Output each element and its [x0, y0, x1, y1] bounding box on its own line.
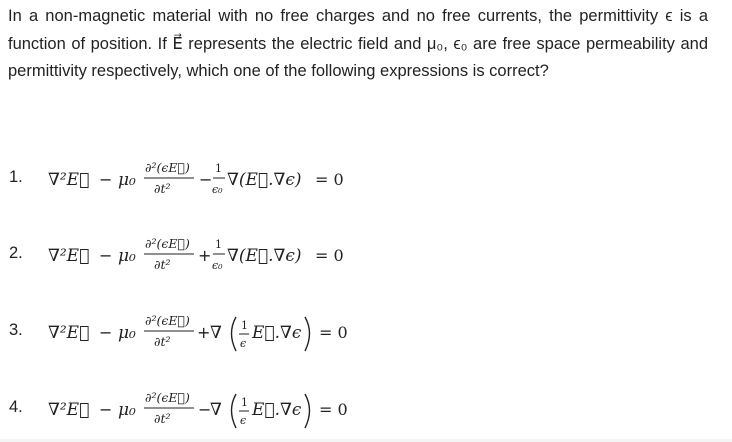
eq-rhs: = 0: [315, 246, 344, 265]
eq-inner-denominator: ϵ: [240, 414, 247, 427]
question-text: In a non-magnetic material with no free charges and no free currents, the permittivity ϵ is a function of position. If E⃗ represents the electric field and μ₀, ϵ₀ are free space permeability and permittivity respectively, which one of the following expressions is correct?: [8, 7, 708, 80]
option-3[interactable]: [0, 305, 732, 361]
eq-minus: −: [99, 400, 113, 419]
eq-minus: −: [99, 323, 113, 342]
eq-frac-denominator: ∂t²: [154, 181, 171, 196]
eq-mu: μ₀: [118, 170, 136, 190]
eq-operator: +: [197, 323, 211, 342]
eq-grad-term: ∇(E⃗.∇ϵ): [227, 170, 302, 190]
eq-frac-denominator: ∂t²: [154, 257, 171, 272]
option-number: 2.: [9, 244, 23, 262]
eq-frac-numerator: ∂²(ϵE⃗): [145, 160, 190, 175]
option-2[interactable]: [0, 228, 732, 284]
eq-rhs: = 0: [315, 170, 344, 189]
eq-grad: ∇: [210, 323, 222, 343]
left-paren: [232, 394, 237, 428]
eq-rhs: = 0: [319, 323, 348, 342]
option-2-equation: [44, 228, 364, 284]
option-4-equation: [44, 382, 364, 438]
eq-frac-numerator: ∂²(ϵE⃗): [145, 236, 190, 251]
eq-mu: μ₀: [118, 246, 136, 266]
eq-lhs: ∇²E⃗: [48, 400, 90, 420]
eq-mu: μ₀: [118, 400, 136, 420]
eq-lhs: ∇²E⃗: [48, 170, 90, 190]
eq-inner-rest: E⃗.∇ϵ: [252, 323, 302, 343]
option-number: 4.: [9, 398, 23, 416]
right-paren: [305, 394, 310, 428]
eq-inner-rest: E⃗.∇ϵ: [252, 400, 302, 420]
eq-inner-numerator: 1: [241, 319, 248, 332]
eq-operator: −: [198, 400, 212, 419]
eq-inner-denominator: ϵ: [240, 337, 247, 350]
eq-lhs: ∇²E⃗: [48, 323, 90, 343]
eq-frac-denominator: ∂t²: [154, 334, 171, 349]
eq-operator: +: [198, 246, 212, 265]
eq-grad-term: ∇(E⃗.∇ϵ): [227, 246, 302, 266]
eq-mu: μ₀: [118, 323, 136, 343]
eq-frac-numerator: ∂²(ϵE⃗): [145, 313, 190, 328]
eq-coef-denominator: ϵ₀: [212, 183, 223, 196]
left-paren: [232, 317, 237, 351]
eq-minus: −: [99, 170, 113, 189]
eq-coef-numerator: 1: [215, 238, 222, 251]
eq-frac-denominator: ∂t²: [154, 411, 171, 426]
eq-frac-numerator: ∂²(ϵE⃗): [145, 390, 190, 405]
eq-coef-denominator: ϵ₀: [212, 259, 223, 272]
eq-lhs: ∇²E⃗: [48, 246, 90, 266]
option-4[interactable]: [0, 382, 732, 438]
eq-minus: −: [99, 246, 113, 265]
right-paren: [305, 317, 310, 351]
eq-rhs: = 0: [319, 400, 348, 419]
eq-inner-numerator: 1: [241, 396, 248, 409]
eq-coef-numerator: 1: [215, 162, 222, 175]
option-1[interactable]: [0, 152, 732, 208]
option-number: 3.: [9, 321, 23, 339]
eq-grad: ∇: [210, 400, 222, 420]
option-number: 1.: [9, 168, 23, 186]
option-3-equation: [44, 305, 364, 361]
eq-operator: −: [199, 170, 213, 189]
option-1-equation: [44, 152, 364, 208]
